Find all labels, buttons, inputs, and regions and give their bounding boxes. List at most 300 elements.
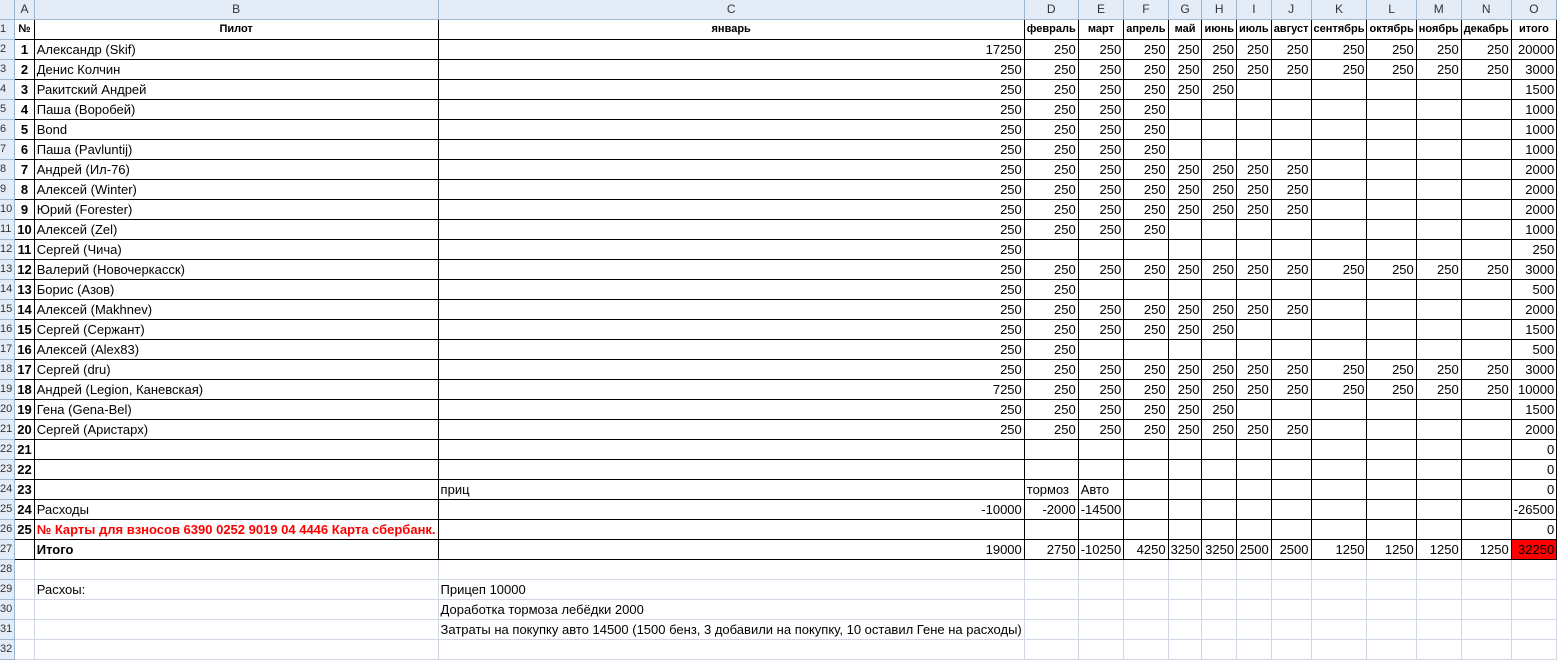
cell-l5[interactable] — [1367, 100, 1416, 120]
cell-j13[interactable]: 250 — [1271, 260, 1311, 280]
cell-a28[interactable] — [15, 560, 34, 580]
cell-b1[interactable]: Пилот — [34, 20, 438, 40]
cell-m4[interactable] — [1416, 80, 1461, 100]
cell-b12[interactable]: Сергей (Чича) — [34, 240, 438, 260]
cell-o27[interactable]: 32250 — [1511, 540, 1556, 560]
cell-f13[interactable]: 250 — [1124, 260, 1168, 280]
cell-i12[interactable] — [1237, 240, 1272, 260]
cell-a7[interactable]: 6 — [15, 140, 34, 160]
cell-f11[interactable]: 250 — [1124, 220, 1168, 240]
cell-c1[interactable]: январь — [438, 20, 1024, 40]
cell-n20[interactable] — [1461, 400, 1511, 420]
cell-f26[interactable] — [1124, 520, 1168, 540]
cell-f6[interactable]: 250 — [1124, 120, 1168, 140]
cell-k8[interactable] — [1311, 160, 1367, 180]
cell-m29[interactable] — [1416, 580, 1461, 600]
row-header[interactable]: 12 — [0, 240, 15, 260]
cell-i19[interactable]: 250 — [1237, 380, 1272, 400]
cell-i13[interactable]: 250 — [1237, 260, 1272, 280]
cell-e18[interactable]: 250 — [1078, 360, 1123, 380]
cell-f10[interactable]: 250 — [1124, 200, 1168, 220]
cell-i30[interactable] — [1237, 600, 1272, 620]
cell-k23[interactable] — [1311, 460, 1367, 480]
cell-l11[interactable] — [1367, 220, 1416, 240]
cell-l9[interactable] — [1367, 180, 1416, 200]
row-header[interactable]: 5 — [0, 100, 15, 120]
cell-c18[interactable]: 250 — [438, 360, 1024, 380]
row-header[interactable]: 24 — [0, 480, 15, 500]
cell-o6[interactable]: 1000 — [1511, 120, 1556, 140]
cell-j30[interactable] — [1271, 600, 1311, 620]
cell-h5[interactable] — [1202, 100, 1237, 120]
cell-k13[interactable]: 250 — [1311, 260, 1367, 280]
cell-d30[interactable] — [1024, 600, 1078, 620]
cell-e1[interactable]: март — [1078, 20, 1123, 40]
cell-d20[interactable]: 250 — [1024, 400, 1078, 420]
cell-b14[interactable]: Борис (Азов) — [34, 280, 438, 300]
cell-g1[interactable]: май — [1168, 20, 1202, 40]
cell-g20[interactable]: 250 — [1168, 400, 1202, 420]
cell-m9[interactable] — [1416, 180, 1461, 200]
cell-d16[interactable]: 250 — [1024, 320, 1078, 340]
cell-m6[interactable] — [1416, 120, 1461, 140]
column-header-e[interactable]: E — [1078, 0, 1123, 20]
cell-l18[interactable]: 250 — [1367, 360, 1416, 380]
cell-o11[interactable]: 1000 — [1511, 220, 1556, 240]
cell-g17[interactable] — [1168, 340, 1202, 360]
cell-d26[interactable] — [1024, 520, 1078, 540]
cell-b23[interactable] — [34, 460, 438, 480]
cell-n30[interactable] — [1461, 600, 1511, 620]
cell-a1[interactable]: № — [15, 20, 34, 40]
cell-l29[interactable] — [1367, 580, 1416, 600]
cell-m26[interactable] — [1416, 520, 1461, 540]
cell-a11[interactable]: 10 — [15, 220, 34, 240]
cell-g25[interactable] — [1168, 500, 1202, 520]
cell-j10[interactable]: 250 — [1271, 200, 1311, 220]
cell-g29[interactable] — [1168, 580, 1202, 600]
cell-e5[interactable]: 250 — [1078, 100, 1123, 120]
cell-c5[interactable]: 250 — [438, 100, 1024, 120]
cell-a18[interactable]: 17 — [15, 360, 34, 380]
cell-f17[interactable] — [1124, 340, 1168, 360]
cell-o10[interactable]: 2000 — [1511, 200, 1556, 220]
cell-k24[interactable] — [1311, 480, 1367, 500]
cell-e26[interactable] — [1078, 520, 1123, 540]
cell-d12[interactable] — [1024, 240, 1078, 260]
cell-j22[interactable] — [1271, 440, 1311, 460]
cell-j14[interactable] — [1271, 280, 1311, 300]
cell-c9[interactable]: 250 — [438, 180, 1024, 200]
cell-d22[interactable] — [1024, 440, 1078, 460]
cell-f31[interactable] — [1124, 620, 1168, 640]
cell-l16[interactable] — [1367, 320, 1416, 340]
cell-b29[interactable]: Расхоы: — [34, 580, 438, 600]
select-all-corner[interactable] — [0, 0, 15, 20]
cell-l30[interactable] — [1367, 600, 1416, 620]
cell-i9[interactable]: 250 — [1237, 180, 1272, 200]
cell-l17[interactable] — [1367, 340, 1416, 360]
cell-o28[interactable] — [1511, 560, 1556, 580]
cell-k12[interactable] — [1311, 240, 1367, 260]
cell-o18[interactable]: 3000 — [1511, 360, 1556, 380]
cell-i28[interactable] — [1237, 560, 1272, 580]
cell-d19[interactable]: 250 — [1024, 380, 1078, 400]
cell-f19[interactable]: 250 — [1124, 380, 1168, 400]
cell-k32[interactable] — [1311, 640, 1367, 660]
cell-o29[interactable] — [1511, 580, 1556, 600]
row-header[interactable]: 26 — [0, 520, 15, 540]
cell-o7[interactable]: 1000 — [1511, 140, 1556, 160]
cell-j12[interactable] — [1271, 240, 1311, 260]
cell-h11[interactable] — [1202, 220, 1237, 240]
cell-l27[interactable]: 1250 — [1367, 540, 1416, 560]
row-header[interactable]: 10 — [0, 200, 15, 220]
cell-b7[interactable]: Паша (Pavluntij) — [34, 140, 438, 160]
row-header[interactable]: 18 — [0, 360, 15, 380]
cell-f22[interactable] — [1124, 440, 1168, 460]
cell-e29[interactable] — [1078, 580, 1123, 600]
cell-k7[interactable] — [1311, 140, 1367, 160]
cell-j29[interactable] — [1271, 580, 1311, 600]
cell-m2[interactable]: 250 — [1416, 40, 1461, 60]
cell-g13[interactable]: 250 — [1168, 260, 1202, 280]
cell-c28[interactable] — [438, 560, 1024, 580]
cell-e15[interactable]: 250 — [1078, 300, 1123, 320]
cell-a30[interactable] — [15, 600, 34, 620]
column-header-k[interactable]: K — [1311, 0, 1367, 20]
cell-g22[interactable] — [1168, 440, 1202, 460]
cell-d28[interactable] — [1024, 560, 1078, 580]
cell-c27[interactable]: 19000 — [438, 540, 1024, 560]
row-header[interactable]: 30 — [0, 600, 15, 620]
cell-l32[interactable] — [1367, 640, 1416, 660]
cell-l8[interactable] — [1367, 160, 1416, 180]
cell-l15[interactable] — [1367, 300, 1416, 320]
cell-h17[interactable] — [1202, 340, 1237, 360]
cell-k10[interactable] — [1311, 200, 1367, 220]
cell-o19[interactable]: 10000 — [1511, 380, 1556, 400]
cell-c2[interactable]: 17250 — [438, 40, 1024, 60]
cell-i24[interactable] — [1237, 480, 1272, 500]
cell-a22[interactable]: 21 — [15, 440, 34, 460]
cell-o3[interactable]: 3000 — [1511, 60, 1556, 80]
row-header[interactable]: 23 — [0, 460, 15, 480]
cell-e25[interactable]: -14500 — [1078, 500, 1123, 520]
cell-b5[interactable]: Паша (Воробей) — [34, 100, 438, 120]
cell-h7[interactable] — [1202, 140, 1237, 160]
cell-n18[interactable]: 250 — [1461, 360, 1511, 380]
cell-n4[interactable] — [1461, 80, 1511, 100]
cell-b10[interactable]: Юрий (Forester) — [34, 200, 438, 220]
cell-l19[interactable]: 250 — [1367, 380, 1416, 400]
cell-g15[interactable]: 250 — [1168, 300, 1202, 320]
cell-n5[interactable] — [1461, 100, 1511, 120]
cell-j9[interactable]: 250 — [1271, 180, 1311, 200]
cell-h24[interactable] — [1202, 480, 1237, 500]
cell-n10[interactable] — [1461, 200, 1511, 220]
cell-f28[interactable] — [1124, 560, 1168, 580]
cell-c12[interactable]: 250 — [438, 240, 1024, 260]
cell-k20[interactable] — [1311, 400, 1367, 420]
cell-a27[interactable] — [15, 540, 34, 560]
cell-f15[interactable]: 250 — [1124, 300, 1168, 320]
cell-k31[interactable] — [1311, 620, 1367, 640]
cell-k14[interactable] — [1311, 280, 1367, 300]
cell-c20[interactable]: 250 — [438, 400, 1024, 420]
cell-b17[interactable]: Алексей (Alex83) — [34, 340, 438, 360]
cell-n17[interactable] — [1461, 340, 1511, 360]
cell-a19[interactable]: 18 — [15, 380, 34, 400]
cell-h9[interactable]: 250 — [1202, 180, 1237, 200]
cell-e9[interactable]: 250 — [1078, 180, 1123, 200]
cell-f32[interactable] — [1124, 640, 1168, 660]
cell-l21[interactable] — [1367, 420, 1416, 440]
cell-i20[interactable] — [1237, 400, 1272, 420]
cell-k18[interactable]: 250 — [1311, 360, 1367, 380]
cell-c31[interactable]: Затраты на покупку авто 14500 (1500 бенз, 3 добавили на покупку, 10 оставил Гене на расходы) — [438, 620, 1024, 640]
cell-j27[interactable]: 2500 — [1271, 540, 1311, 560]
cell-e28[interactable] — [1078, 560, 1123, 580]
cell-m24[interactable] — [1416, 480, 1461, 500]
cell-l25[interactable] — [1367, 500, 1416, 520]
cell-o13[interactable]: 3000 — [1511, 260, 1556, 280]
cell-c30[interactable]: Доработка тормоза лебёдки 2000 — [438, 600, 1024, 620]
cell-b4[interactable]: Ракитский Андрей — [34, 80, 438, 100]
cell-c14[interactable]: 250 — [438, 280, 1024, 300]
cell-m18[interactable]: 250 — [1416, 360, 1461, 380]
cell-c15[interactable]: 250 — [438, 300, 1024, 320]
cell-m12[interactable] — [1416, 240, 1461, 260]
row-header[interactable]: 29 — [0, 580, 15, 600]
cell-h30[interactable] — [1202, 600, 1237, 620]
cell-j19[interactable]: 250 — [1271, 380, 1311, 400]
cell-n26[interactable] — [1461, 520, 1511, 540]
cell-g9[interactable]: 250 — [1168, 180, 1202, 200]
cell-c13[interactable]: 250 — [438, 260, 1024, 280]
cell-e24[interactable]: Авто — [1078, 480, 1123, 500]
cell-o16[interactable]: 1500 — [1511, 320, 1556, 340]
cell-g31[interactable] — [1168, 620, 1202, 640]
cell-f2[interactable]: 250 — [1124, 40, 1168, 60]
cell-h1[interactable]: июнь — [1202, 20, 1237, 40]
row-header[interactable]: 22 — [0, 440, 15, 460]
cell-e21[interactable]: 250 — [1078, 420, 1123, 440]
cell-k5[interactable] — [1311, 100, 1367, 120]
cell-a4[interactable]: 3 — [15, 80, 34, 100]
row-header[interactable]: 16 — [0, 320, 15, 340]
cell-c21[interactable]: 250 — [438, 420, 1024, 440]
cell-k27[interactable]: 1250 — [1311, 540, 1367, 560]
cell-m10[interactable] — [1416, 200, 1461, 220]
cell-a16[interactable]: 15 — [15, 320, 34, 340]
row-header[interactable]: 13 — [0, 260, 15, 280]
cell-i22[interactable] — [1237, 440, 1272, 460]
column-header-g[interactable]: G — [1168, 0, 1202, 20]
cell-d23[interactable] — [1024, 460, 1078, 480]
cell-c6[interactable]: 250 — [438, 120, 1024, 140]
cell-g2[interactable]: 250 — [1168, 40, 1202, 60]
cell-k2[interactable]: 250 — [1311, 40, 1367, 60]
cell-b27[interactable]: Итого — [34, 540, 438, 560]
cell-h13[interactable]: 250 — [1202, 260, 1237, 280]
cell-h32[interactable] — [1202, 640, 1237, 660]
cell-n16[interactable] — [1461, 320, 1511, 340]
cell-h12[interactable] — [1202, 240, 1237, 260]
cell-f23[interactable] — [1124, 460, 1168, 480]
cell-c3[interactable]: 250 — [438, 60, 1024, 80]
cell-h29[interactable] — [1202, 580, 1237, 600]
cell-a20[interactable]: 19 — [15, 400, 34, 420]
cell-e27[interactable]: -10250 — [1078, 540, 1123, 560]
row-header[interactable]: 32 — [0, 640, 15, 660]
cell-o15[interactable]: 2000 — [1511, 300, 1556, 320]
cell-b16[interactable]: Сергей (Сержант) — [34, 320, 438, 340]
cell-m28[interactable] — [1416, 560, 1461, 580]
cell-d10[interactable]: 250 — [1024, 200, 1078, 220]
column-header-j[interactable]: J — [1271, 0, 1311, 20]
row-header[interactable]: 11 — [0, 220, 15, 240]
cell-g26[interactable] — [1168, 520, 1202, 540]
cell-f18[interactable]: 250 — [1124, 360, 1168, 380]
cell-i25[interactable] — [1237, 500, 1272, 520]
cell-d32[interactable] — [1024, 640, 1078, 660]
cell-n31[interactable] — [1461, 620, 1511, 640]
cell-l12[interactable] — [1367, 240, 1416, 260]
cell-j23[interactable] — [1271, 460, 1311, 480]
cell-a13[interactable]: 12 — [15, 260, 34, 280]
cell-o26[interactable]: 0 — [1511, 520, 1556, 540]
row-header[interactable]: 20 — [0, 400, 15, 420]
cell-d15[interactable]: 250 — [1024, 300, 1078, 320]
cell-e13[interactable]: 250 — [1078, 260, 1123, 280]
row-header[interactable]: 19 — [0, 380, 15, 400]
cell-e16[interactable]: 250 — [1078, 320, 1123, 340]
cell-i8[interactable]: 250 — [1237, 160, 1272, 180]
cell-h15[interactable]: 250 — [1202, 300, 1237, 320]
cell-b11[interactable]: Алексей (Zel) — [34, 220, 438, 240]
cell-f29[interactable] — [1124, 580, 1168, 600]
cell-o30[interactable] — [1511, 600, 1556, 620]
column-header-o[interactable]: O — [1511, 0, 1556, 20]
cell-j16[interactable] — [1271, 320, 1311, 340]
cell-k29[interactable] — [1311, 580, 1367, 600]
cell-i23[interactable] — [1237, 460, 1272, 480]
cell-d17[interactable]: 250 — [1024, 340, 1078, 360]
cell-d13[interactable]: 250 — [1024, 260, 1078, 280]
cell-g28[interactable] — [1168, 560, 1202, 580]
cell-e23[interactable] — [1078, 460, 1123, 480]
row-header[interactable]: 25 — [0, 500, 15, 520]
cell-d21[interactable]: 250 — [1024, 420, 1078, 440]
cell-e7[interactable]: 250 — [1078, 140, 1123, 160]
cell-h31[interactable] — [1202, 620, 1237, 640]
cell-o14[interactable]: 500 — [1511, 280, 1556, 300]
cell-g5[interactable] — [1168, 100, 1202, 120]
cell-a2[interactable]: 1 — [15, 40, 34, 60]
cell-k9[interactable] — [1311, 180, 1367, 200]
cell-m27[interactable]: 1250 — [1416, 540, 1461, 560]
cell-f12[interactable] — [1124, 240, 1168, 260]
cell-h8[interactable]: 250 — [1202, 160, 1237, 180]
cell-b13[interactable]: Валерий (Новочеркасск) — [34, 260, 438, 280]
row-header[interactable]: 2 — [0, 40, 15, 60]
cell-n23[interactable] — [1461, 460, 1511, 480]
cell-o9[interactable]: 2000 — [1511, 180, 1556, 200]
cell-a9[interactable]: 8 — [15, 180, 34, 200]
cell-g4[interactable]: 250 — [1168, 80, 1202, 100]
cell-i21[interactable]: 250 — [1237, 420, 1272, 440]
cell-m31[interactable] — [1416, 620, 1461, 640]
cell-j11[interactable] — [1271, 220, 1311, 240]
cell-i5[interactable] — [1237, 100, 1272, 120]
cell-h16[interactable]: 250 — [1202, 320, 1237, 340]
cell-h6[interactable] — [1202, 120, 1237, 140]
cell-k17[interactable] — [1311, 340, 1367, 360]
cell-e30[interactable] — [1078, 600, 1123, 620]
cell-l4[interactable] — [1367, 80, 1416, 100]
cell-k22[interactable] — [1311, 440, 1367, 460]
cell-f3[interactable]: 250 — [1124, 60, 1168, 80]
cell-h2[interactable]: 250 — [1202, 40, 1237, 60]
cell-b31[interactable] — [34, 620, 438, 640]
cell-c23[interactable] — [438, 460, 1024, 480]
row-header[interactable]: 14 — [0, 280, 15, 300]
cell-i15[interactable]: 250 — [1237, 300, 1272, 320]
cell-f16[interactable]: 250 — [1124, 320, 1168, 340]
cell-j26[interactable] — [1271, 520, 1311, 540]
cell-h18[interactable]: 250 — [1202, 360, 1237, 380]
cell-l20[interactable] — [1367, 400, 1416, 420]
cell-d24[interactable]: тормоз — [1024, 480, 1078, 500]
cell-k21[interactable] — [1311, 420, 1367, 440]
cell-i29[interactable] — [1237, 580, 1272, 600]
cell-d6[interactable]: 250 — [1024, 120, 1078, 140]
row-header[interactable]: 17 — [0, 340, 15, 360]
cell-c10[interactable]: 250 — [438, 200, 1024, 220]
cell-h19[interactable]: 250 — [1202, 380, 1237, 400]
cell-g16[interactable]: 250 — [1168, 320, 1202, 340]
cell-i10[interactable]: 250 — [1237, 200, 1272, 220]
cell-f4[interactable]: 250 — [1124, 80, 1168, 100]
cell-b26[interactable]: № Карты для взносов 6390 0252 9019 04 4446 Карта сбербанк. — [34, 520, 438, 540]
cell-b3[interactable]: Денис Колчин — [34, 60, 438, 80]
cell-i18[interactable]: 250 — [1237, 360, 1272, 380]
cell-e22[interactable] — [1078, 440, 1123, 460]
cell-c4[interactable]: 250 — [438, 80, 1024, 100]
cell-d14[interactable]: 250 — [1024, 280, 1078, 300]
cell-d5[interactable]: 250 — [1024, 100, 1078, 120]
cell-e11[interactable]: 250 — [1078, 220, 1123, 240]
cell-h3[interactable]: 250 — [1202, 60, 1237, 80]
cell-g8[interactable]: 250 — [1168, 160, 1202, 180]
cell-c7[interactable]: 250 — [438, 140, 1024, 160]
cell-o5[interactable]: 1000 — [1511, 100, 1556, 120]
cell-e2[interactable]: 250 — [1078, 40, 1123, 60]
cell-i1[interactable]: июль — [1237, 20, 1272, 40]
cell-m17[interactable] — [1416, 340, 1461, 360]
cell-h21[interactable]: 250 — [1202, 420, 1237, 440]
cell-k28[interactable] — [1311, 560, 1367, 580]
cell-h26[interactable] — [1202, 520, 1237, 540]
cell-d31[interactable] — [1024, 620, 1078, 640]
cell-a10[interactable]: 9 — [15, 200, 34, 220]
cell-b25[interactable]: Расходы — [34, 500, 438, 520]
cell-o2[interactable]: 20000 — [1511, 40, 1556, 60]
cell-l6[interactable] — [1367, 120, 1416, 140]
cell-d11[interactable]: 250 — [1024, 220, 1078, 240]
cell-m23[interactable] — [1416, 460, 1461, 480]
